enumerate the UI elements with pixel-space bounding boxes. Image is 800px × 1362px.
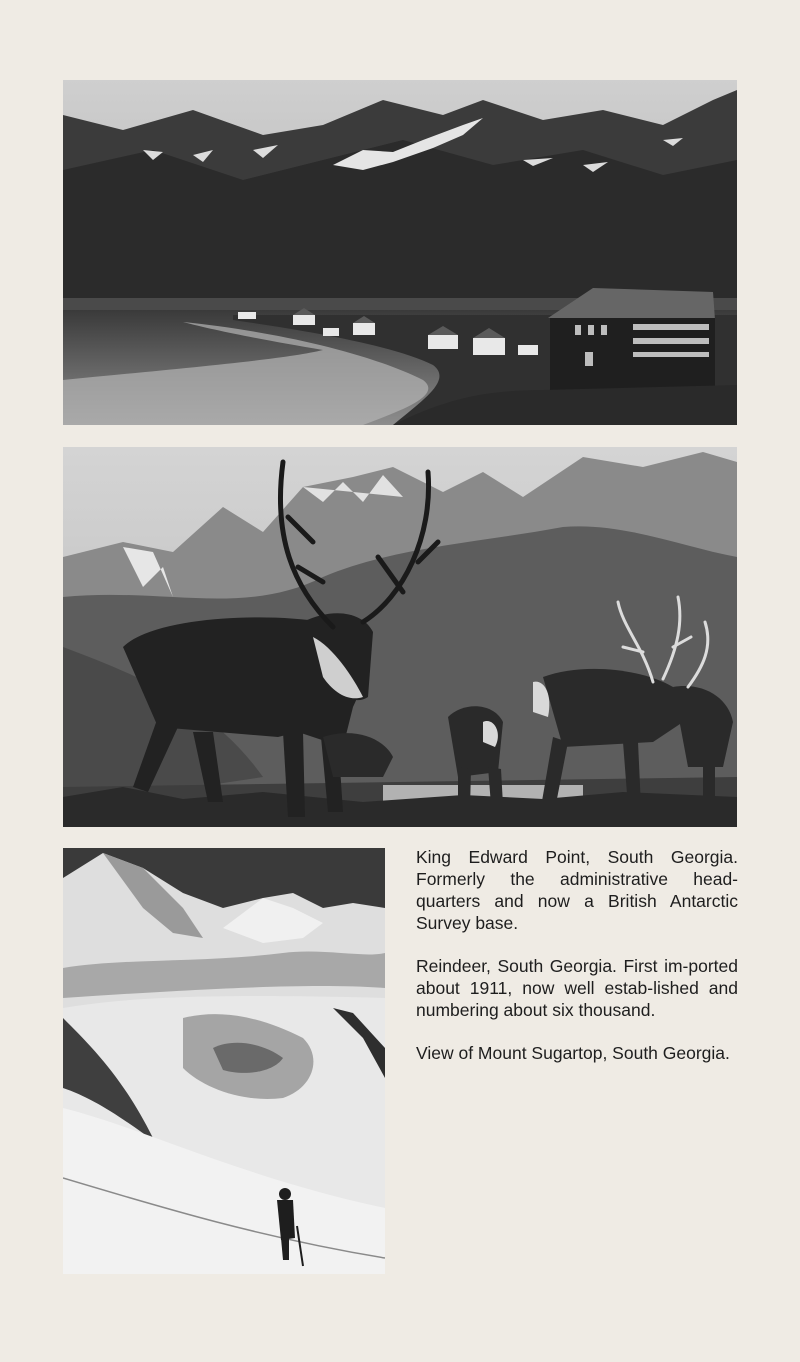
captions (416, 846, 738, 1085)
photo-king-edward-point (63, 80, 737, 425)
photo-reindeer-image (63, 447, 737, 827)
photo-reindeer (63, 447, 737, 827)
caption-king-edward-point: King Edward Point, South Georgia. Formerly the administrative head-quarters and now a British Antarctic Survey base. (416, 847, 738, 933)
caption-mount-sugartop: View of Mount Sugartop, South Georgia. (416, 1043, 730, 1063)
photo-mount-sugartop-image (63, 848, 385, 1274)
photo-mount-sugartop (63, 848, 385, 1274)
photo-king-edward-point-image (63, 80, 737, 425)
caption-reindeer: Reindeer, South Georgia. First im-ported about 1911, now well estab-lished and numbering about six thousand. (416, 956, 738, 1020)
